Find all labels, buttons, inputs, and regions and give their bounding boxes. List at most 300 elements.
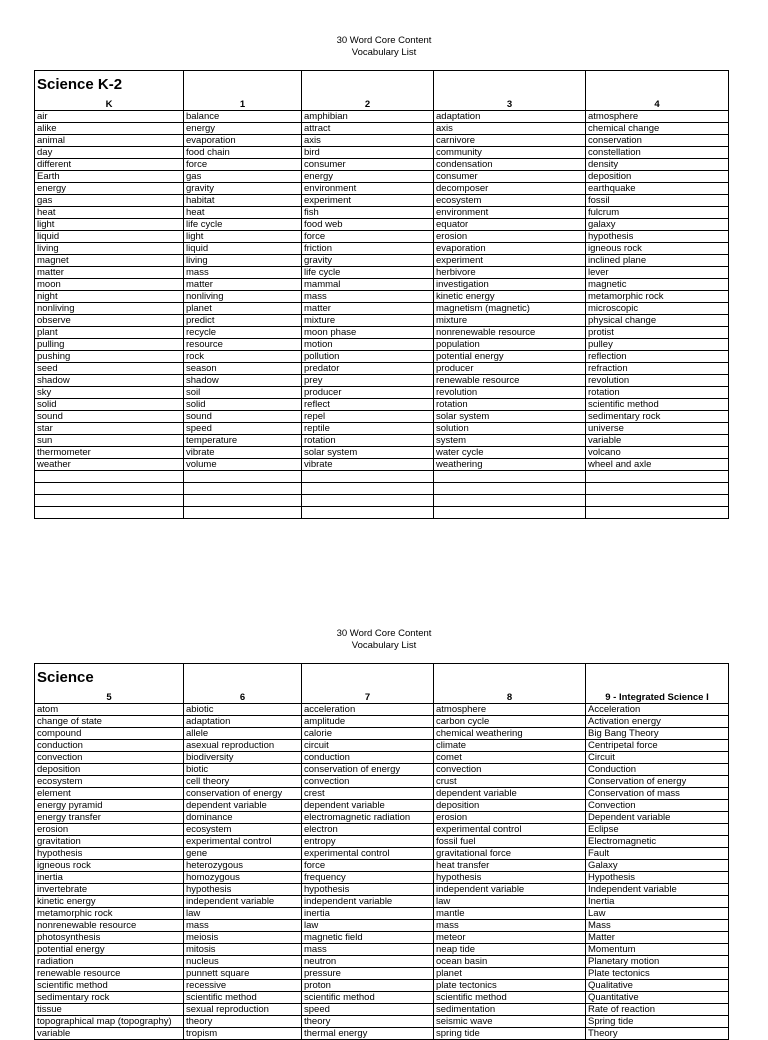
vocab-cell: rotation bbox=[302, 435, 434, 447]
vocab-cell: constellation bbox=[586, 147, 729, 159]
vocab-cell: Inertia bbox=[586, 896, 729, 908]
vocab-cell: weather bbox=[35, 459, 184, 471]
vocab-cell: Activation energy bbox=[586, 716, 729, 728]
vocab-cell bbox=[35, 507, 184, 519]
table-row bbox=[35, 411, 729, 423]
grade-header: 4 bbox=[586, 99, 729, 111]
vocab-cell: mass bbox=[434, 920, 586, 932]
table-row bbox=[35, 704, 729, 716]
vocab-cell: speed bbox=[184, 423, 302, 435]
table-row bbox=[35, 303, 729, 315]
vocab-cell: energy bbox=[302, 171, 434, 183]
vocab-cell: gravitation bbox=[35, 836, 184, 848]
table-row bbox=[35, 836, 729, 848]
vocab-cell: reflection bbox=[586, 351, 729, 363]
section1-title-line1: 30 Word Core Content bbox=[336, 35, 432, 46]
table-row bbox=[35, 375, 729, 387]
vocab-cell: law bbox=[302, 920, 434, 932]
vocab-cell: energy bbox=[35, 183, 184, 195]
vocab-cell: adaptation bbox=[184, 716, 302, 728]
vocab-cell: chemical weathering bbox=[434, 728, 586, 740]
vocab-cell bbox=[35, 495, 184, 507]
vocab-cell: vibrate bbox=[184, 447, 302, 459]
vocab-cell: community bbox=[434, 147, 586, 159]
section1-title-line2: Vocabulary List bbox=[351, 47, 417, 58]
table-row bbox=[35, 872, 729, 884]
vocab-cell: resource bbox=[184, 339, 302, 351]
vocab-cell: matter bbox=[184, 279, 302, 291]
vocab-cell: experimental control bbox=[184, 836, 302, 848]
table-row bbox=[35, 327, 729, 339]
vocab-cell: deposition bbox=[434, 800, 586, 812]
vocab-cell: lever bbox=[586, 267, 729, 279]
table-row bbox=[35, 752, 729, 764]
vocab-cell bbox=[184, 471, 302, 483]
vocab-cell: Centripetal force bbox=[586, 740, 729, 752]
vocab-cell: hypothesis bbox=[302, 884, 434, 896]
vocab-cell: experiment bbox=[302, 195, 434, 207]
table-row bbox=[35, 447, 729, 459]
vocab-cell: microscopic bbox=[586, 303, 729, 315]
vocab-cell bbox=[586, 471, 729, 483]
vocab-cell: conservation of energy bbox=[302, 764, 434, 776]
vocab-cell: solid bbox=[35, 399, 184, 411]
vocab-cell: law bbox=[434, 896, 586, 908]
vocab-cell: herbivore bbox=[434, 267, 586, 279]
vocab-cell: air bbox=[35, 111, 184, 123]
vocab-cell: Qualitative bbox=[586, 980, 729, 992]
table-row bbox=[35, 1028, 729, 1040]
vocab-cell: carbon cycle bbox=[434, 716, 586, 728]
vocab-cell: axis bbox=[434, 123, 586, 135]
table-row bbox=[35, 135, 729, 147]
vocab-cell: wheel and axle bbox=[586, 459, 729, 471]
vocab-cell: nonliving bbox=[184, 291, 302, 303]
vocab-cell: allele bbox=[184, 728, 302, 740]
table-row bbox=[35, 495, 729, 507]
vocab-cell: independent variable bbox=[302, 896, 434, 908]
vocab-cell: Earth bbox=[35, 171, 184, 183]
table-row bbox=[35, 435, 729, 447]
vocab-cell: dependent variable bbox=[302, 800, 434, 812]
vocab-cell: magnetic bbox=[586, 279, 729, 291]
vocab-cell: Independent variable bbox=[586, 884, 729, 896]
vocab-cell: conservation of energy bbox=[184, 788, 302, 800]
vocab-cell: erosion bbox=[434, 812, 586, 824]
vocab-cell: ecosystem bbox=[184, 824, 302, 836]
vocab-cell: photosynthesis bbox=[35, 932, 184, 944]
vocab-cell: climate bbox=[434, 740, 586, 752]
vocab-cell: observe bbox=[35, 315, 184, 327]
vocab-cell: convection bbox=[302, 776, 434, 788]
vocab-cell: Matter bbox=[586, 932, 729, 944]
vocab-cell: experimental control bbox=[302, 848, 434, 860]
vocab-cell: motion bbox=[302, 339, 434, 351]
vocab-cell: heat transfer bbox=[434, 860, 586, 872]
table-row bbox=[35, 459, 729, 471]
vocab-cell: nonliving bbox=[35, 303, 184, 315]
vocab-cell: mass bbox=[184, 920, 302, 932]
vocab-cell: alike bbox=[35, 123, 184, 135]
vocab-cell: adaptation bbox=[434, 111, 586, 123]
vocab-cell: different bbox=[35, 159, 184, 171]
table-row bbox=[35, 123, 729, 135]
vocab-cell: heterozygous bbox=[184, 860, 302, 872]
vocab-cell: compound bbox=[35, 728, 184, 740]
table-row bbox=[35, 267, 729, 279]
vocab-cell: Conduction bbox=[586, 764, 729, 776]
vocab-cell: magnet bbox=[35, 255, 184, 267]
vocab-cell: life cycle bbox=[184, 219, 302, 231]
vocab-cell bbox=[302, 507, 434, 519]
vocab-cell: life cycle bbox=[302, 267, 434, 279]
vocab-cell: heat bbox=[184, 207, 302, 219]
table-row bbox=[35, 944, 729, 956]
vocab-cell: physical change bbox=[586, 315, 729, 327]
vocab-cell: speed bbox=[302, 1004, 434, 1016]
vocab-cell bbox=[184, 507, 302, 519]
vocab-cell bbox=[434, 471, 586, 483]
vocab-cell: plant bbox=[35, 327, 184, 339]
vocab-cell: gas bbox=[184, 171, 302, 183]
vocab-cell: sexual reproduction bbox=[184, 1004, 302, 1016]
vocab-cell: heat bbox=[35, 207, 184, 219]
vocab-cell: renewable resource bbox=[434, 375, 586, 387]
vocab-cell: sun bbox=[35, 435, 184, 447]
vocab-cell: independent variable bbox=[434, 884, 586, 896]
vocab-cell: gravitational force bbox=[434, 848, 586, 860]
vocab-cell: Circuit bbox=[586, 752, 729, 764]
vocab-cell: conduction bbox=[302, 752, 434, 764]
vocab-cell bbox=[35, 471, 184, 483]
table-title: Science bbox=[35, 664, 184, 693]
vocab-cell: Acceleration bbox=[586, 704, 729, 716]
vocab-cell: hypothesis bbox=[586, 231, 729, 243]
vocab-cell: mass bbox=[302, 944, 434, 956]
grade-header: 6 bbox=[184, 692, 302, 704]
vocab-cell: sedimentation bbox=[434, 1004, 586, 1016]
table-row bbox=[35, 159, 729, 171]
table-row bbox=[35, 932, 729, 944]
table-row bbox=[35, 171, 729, 183]
grade-header: 7 bbox=[302, 692, 434, 704]
vocab-cell: energy pyramid bbox=[35, 800, 184, 812]
table-row bbox=[35, 920, 729, 932]
vocab-cell bbox=[434, 483, 586, 495]
vocab-cell: change of state bbox=[35, 716, 184, 728]
vocab-cell: ecosystem bbox=[434, 195, 586, 207]
table-row bbox=[35, 315, 729, 327]
vocab-cell bbox=[434, 507, 586, 519]
vocab-cell: rotation bbox=[586, 387, 729, 399]
vocab-cell: volcano bbox=[586, 447, 729, 459]
vocab-cell: weathering bbox=[434, 459, 586, 471]
vocab-cell: axis bbox=[302, 135, 434, 147]
vocab-cell: Fault bbox=[586, 848, 729, 860]
grade-header: 9 - Integrated Science I bbox=[586, 692, 729, 704]
vocab-cell: revolution bbox=[586, 375, 729, 387]
vocab-cell: conduction bbox=[35, 740, 184, 752]
vocab-cell: energy bbox=[184, 123, 302, 135]
vocab-cell: food web bbox=[302, 219, 434, 231]
vocab-cell: meteor bbox=[434, 932, 586, 944]
grade-header-row bbox=[35, 99, 729, 111]
vocab-cell: cell theory bbox=[184, 776, 302, 788]
vocab-cell: magnetism (magnetic) bbox=[434, 303, 586, 315]
vocab-cell: fossil fuel bbox=[434, 836, 586, 848]
vocab-cell: force bbox=[302, 231, 434, 243]
vocab-cell: soil bbox=[184, 387, 302, 399]
table-row bbox=[35, 111, 729, 123]
vocab-cell: producer bbox=[302, 387, 434, 399]
vocab-cell: producer bbox=[434, 363, 586, 375]
vocab-cell: protist bbox=[586, 327, 729, 339]
grade-header-row bbox=[35, 692, 729, 704]
table-row bbox=[35, 339, 729, 351]
vocab-cell: matter bbox=[302, 303, 434, 315]
table-row bbox=[35, 387, 729, 399]
vocab-cell: investigation bbox=[434, 279, 586, 291]
table-row bbox=[35, 860, 729, 872]
table-row bbox=[35, 716, 729, 728]
vocab-cell: liquid bbox=[184, 243, 302, 255]
vocab-cell: vibrate bbox=[302, 459, 434, 471]
table-row bbox=[35, 507, 729, 519]
section2-document-title bbox=[0, 628, 768, 652]
table-row bbox=[35, 764, 729, 776]
grade-header: 1 bbox=[184, 99, 302, 111]
vocab-cell: Mass bbox=[586, 920, 729, 932]
vocab-cell: pollution bbox=[302, 351, 434, 363]
vocab-cell: mass bbox=[302, 291, 434, 303]
vocab-cell: temperature bbox=[184, 435, 302, 447]
vocab-cell: Planetary motion bbox=[586, 956, 729, 968]
vocab-cell: law bbox=[184, 908, 302, 920]
vocab-cell: environment bbox=[434, 207, 586, 219]
vocab-cell: neap tide bbox=[434, 944, 586, 956]
vocab-cell: gas bbox=[35, 195, 184, 207]
vocab-cell: Plate tectonics bbox=[586, 968, 729, 980]
table-row bbox=[35, 812, 729, 824]
vocab-cell: consumer bbox=[434, 171, 586, 183]
vocab-cell: mantle bbox=[434, 908, 586, 920]
vocab-cell: condensation bbox=[434, 159, 586, 171]
vocab-cell: solar system bbox=[302, 447, 434, 459]
table-row bbox=[35, 896, 729, 908]
table-title: Science K-2 bbox=[35, 71, 184, 100]
vocab-cell: thermometer bbox=[35, 447, 184, 459]
vocab-cell: electromagnetic radiation bbox=[302, 812, 434, 824]
vocab-cell: inclined plane bbox=[586, 255, 729, 267]
vocab-cell bbox=[302, 483, 434, 495]
vocab-cell: Galaxy bbox=[586, 860, 729, 872]
vocab-cell: pressure bbox=[302, 968, 434, 980]
vocab-cell: potential energy bbox=[434, 351, 586, 363]
table-row bbox=[35, 183, 729, 195]
vocab-cell: tissue bbox=[35, 1004, 184, 1016]
vocab-cell: Dependent variable bbox=[586, 812, 729, 824]
vocab-cell: Rate of reaction bbox=[586, 1004, 729, 1016]
vocab-cell: prey bbox=[302, 375, 434, 387]
vocab-cell: sky bbox=[35, 387, 184, 399]
vocab-cell: pulling bbox=[35, 339, 184, 351]
grade-header: 5 bbox=[35, 692, 184, 704]
table-row bbox=[35, 471, 729, 483]
vocab-cell: Eclipse bbox=[586, 824, 729, 836]
table-row bbox=[35, 1004, 729, 1016]
vocab-cell: gravity bbox=[302, 255, 434, 267]
vocab-cell: repel bbox=[302, 411, 434, 423]
vocab-cell: pushing bbox=[35, 351, 184, 363]
vocab-cell: nonrenewable resource bbox=[434, 327, 586, 339]
vocab-cell: scientific method bbox=[434, 992, 586, 1004]
vocab-cell: decomposer bbox=[434, 183, 586, 195]
vocab-cell: chemical change bbox=[586, 123, 729, 135]
vocab-cell: solar system bbox=[434, 411, 586, 423]
vocab-cell: refraction bbox=[586, 363, 729, 375]
grade-header: K bbox=[35, 99, 184, 111]
vocab-cell: fish bbox=[302, 207, 434, 219]
vocab-cell: thermal energy bbox=[302, 1028, 434, 1040]
vocab-cell: circuit bbox=[302, 740, 434, 752]
vocab-cell: volume bbox=[184, 459, 302, 471]
vocab-cell: amphibian bbox=[302, 111, 434, 123]
vocab-cell bbox=[302, 495, 434, 507]
table-row bbox=[35, 147, 729, 159]
vocab-cell: energy transfer bbox=[35, 812, 184, 824]
vocab-cell: sedimentary rock bbox=[586, 411, 729, 423]
vocab-cell: inertia bbox=[35, 872, 184, 884]
vocab-cell: plate tectonics bbox=[434, 980, 586, 992]
vocab-cell: habitat bbox=[184, 195, 302, 207]
vocab-cell: homozygous bbox=[184, 872, 302, 884]
vocab-cell: conservation bbox=[586, 135, 729, 147]
vocab-cell: biodiversity bbox=[184, 752, 302, 764]
vocab-cell: independent variable bbox=[184, 896, 302, 908]
vocab-cell: mixture bbox=[302, 315, 434, 327]
vocab-cell: dominance bbox=[184, 812, 302, 824]
vocab-cell bbox=[586, 507, 729, 519]
vocab-cell: element bbox=[35, 788, 184, 800]
vocab-cell: galaxy bbox=[586, 219, 729, 231]
vocab-cell bbox=[586, 495, 729, 507]
vocab-cell: living bbox=[184, 255, 302, 267]
vocab-cell: atmosphere bbox=[586, 111, 729, 123]
vocab-cell: animal bbox=[35, 135, 184, 147]
vocab-cell: water cycle bbox=[434, 447, 586, 459]
vocab-cell: universe bbox=[586, 423, 729, 435]
table-row bbox=[35, 363, 729, 375]
vocab-cell: seed bbox=[35, 363, 184, 375]
vocab-cell: Momentum bbox=[586, 944, 729, 956]
vocab-cell: earthquake bbox=[586, 183, 729, 195]
vocab-cell: Conservation of energy bbox=[586, 776, 729, 788]
vocab-cell: invertebrate bbox=[35, 884, 184, 896]
vocab-cell: equator bbox=[434, 219, 586, 231]
vocab-cell: day bbox=[35, 147, 184, 159]
vocab-cell: Conservation of mass bbox=[586, 788, 729, 800]
grade-header: 8 bbox=[434, 692, 586, 704]
vocab-cell: igneous rock bbox=[35, 860, 184, 872]
table-row bbox=[35, 255, 729, 267]
vocab-cell: dependent variable bbox=[184, 800, 302, 812]
vocab-cell: magnetic field bbox=[302, 932, 434, 944]
vocab-cell: biotic bbox=[184, 764, 302, 776]
vocab-cell: mammal bbox=[302, 279, 434, 291]
table-row bbox=[35, 788, 729, 800]
vocab-cell: recessive bbox=[184, 980, 302, 992]
table-title-row bbox=[35, 71, 729, 100]
vocab-cell: deposition bbox=[586, 171, 729, 183]
vocab-cell: reflect bbox=[302, 399, 434, 411]
vocab-cell: shadow bbox=[35, 375, 184, 387]
vocab-cell: season bbox=[184, 363, 302, 375]
vocab-cell: light bbox=[184, 231, 302, 243]
vocab-cell: sound bbox=[184, 411, 302, 423]
vocab-cell: reptile bbox=[302, 423, 434, 435]
vocab-cell: erosion bbox=[35, 824, 184, 836]
table-row bbox=[35, 884, 729, 896]
vocab-cell: fulcrum bbox=[586, 207, 729, 219]
vocab-cell: mixture bbox=[434, 315, 586, 327]
vocab-cell: force bbox=[302, 860, 434, 872]
vocab-cell: neutron bbox=[302, 956, 434, 968]
vocab-cell: Hypothesis bbox=[586, 872, 729, 884]
vocab-cell: potential energy bbox=[35, 944, 184, 956]
vocab-cell: entropy bbox=[302, 836, 434, 848]
vocab-cell: night bbox=[35, 291, 184, 303]
vocab-cell: moon phase bbox=[302, 327, 434, 339]
vocab-cell: comet bbox=[434, 752, 586, 764]
section2-title-line2: Vocabulary List bbox=[351, 640, 417, 651]
table-row bbox=[35, 992, 729, 1004]
vocab-cell: bird bbox=[302, 147, 434, 159]
vocab-cell bbox=[184, 495, 302, 507]
table-row bbox=[35, 231, 729, 243]
vocab-cell: evaporation bbox=[184, 135, 302, 147]
science-k2-table bbox=[34, 70, 729, 519]
vocab-cell: dependent variable bbox=[434, 788, 586, 800]
vocab-cell: abiotic bbox=[184, 704, 302, 716]
vocab-cell: amplitude bbox=[302, 716, 434, 728]
vocab-cell: rock bbox=[184, 351, 302, 363]
table-row bbox=[35, 956, 729, 968]
vocab-cell: punnett square bbox=[184, 968, 302, 980]
vocab-cell: mass bbox=[184, 267, 302, 279]
vocab-cell: Theory bbox=[586, 1028, 729, 1040]
vocab-cell: theory bbox=[302, 1016, 434, 1028]
vocab-cell: sedimentary rock bbox=[35, 992, 184, 1004]
vocab-cell: predator bbox=[302, 363, 434, 375]
vocab-cell: convection bbox=[434, 764, 586, 776]
vocab-cell: sound bbox=[35, 411, 184, 423]
vocab-cell: pulley bbox=[586, 339, 729, 351]
table-row bbox=[35, 908, 729, 920]
vocab-cell: topographical map (topography) bbox=[35, 1016, 184, 1028]
table-title-row bbox=[35, 664, 729, 693]
vocab-cell: scientific method bbox=[35, 980, 184, 992]
vocab-cell: scientific method bbox=[302, 992, 434, 1004]
vocab-cell bbox=[586, 483, 729, 495]
vocab-cell: food chain bbox=[184, 147, 302, 159]
table-row bbox=[35, 279, 729, 291]
table-row bbox=[35, 291, 729, 303]
table-row bbox=[35, 848, 729, 860]
vocab-cell: experiment bbox=[434, 255, 586, 267]
vocab-cell: seismic wave bbox=[434, 1016, 586, 1028]
vocab-cell: experimental control bbox=[434, 824, 586, 836]
vocab-cell: recycle bbox=[184, 327, 302, 339]
